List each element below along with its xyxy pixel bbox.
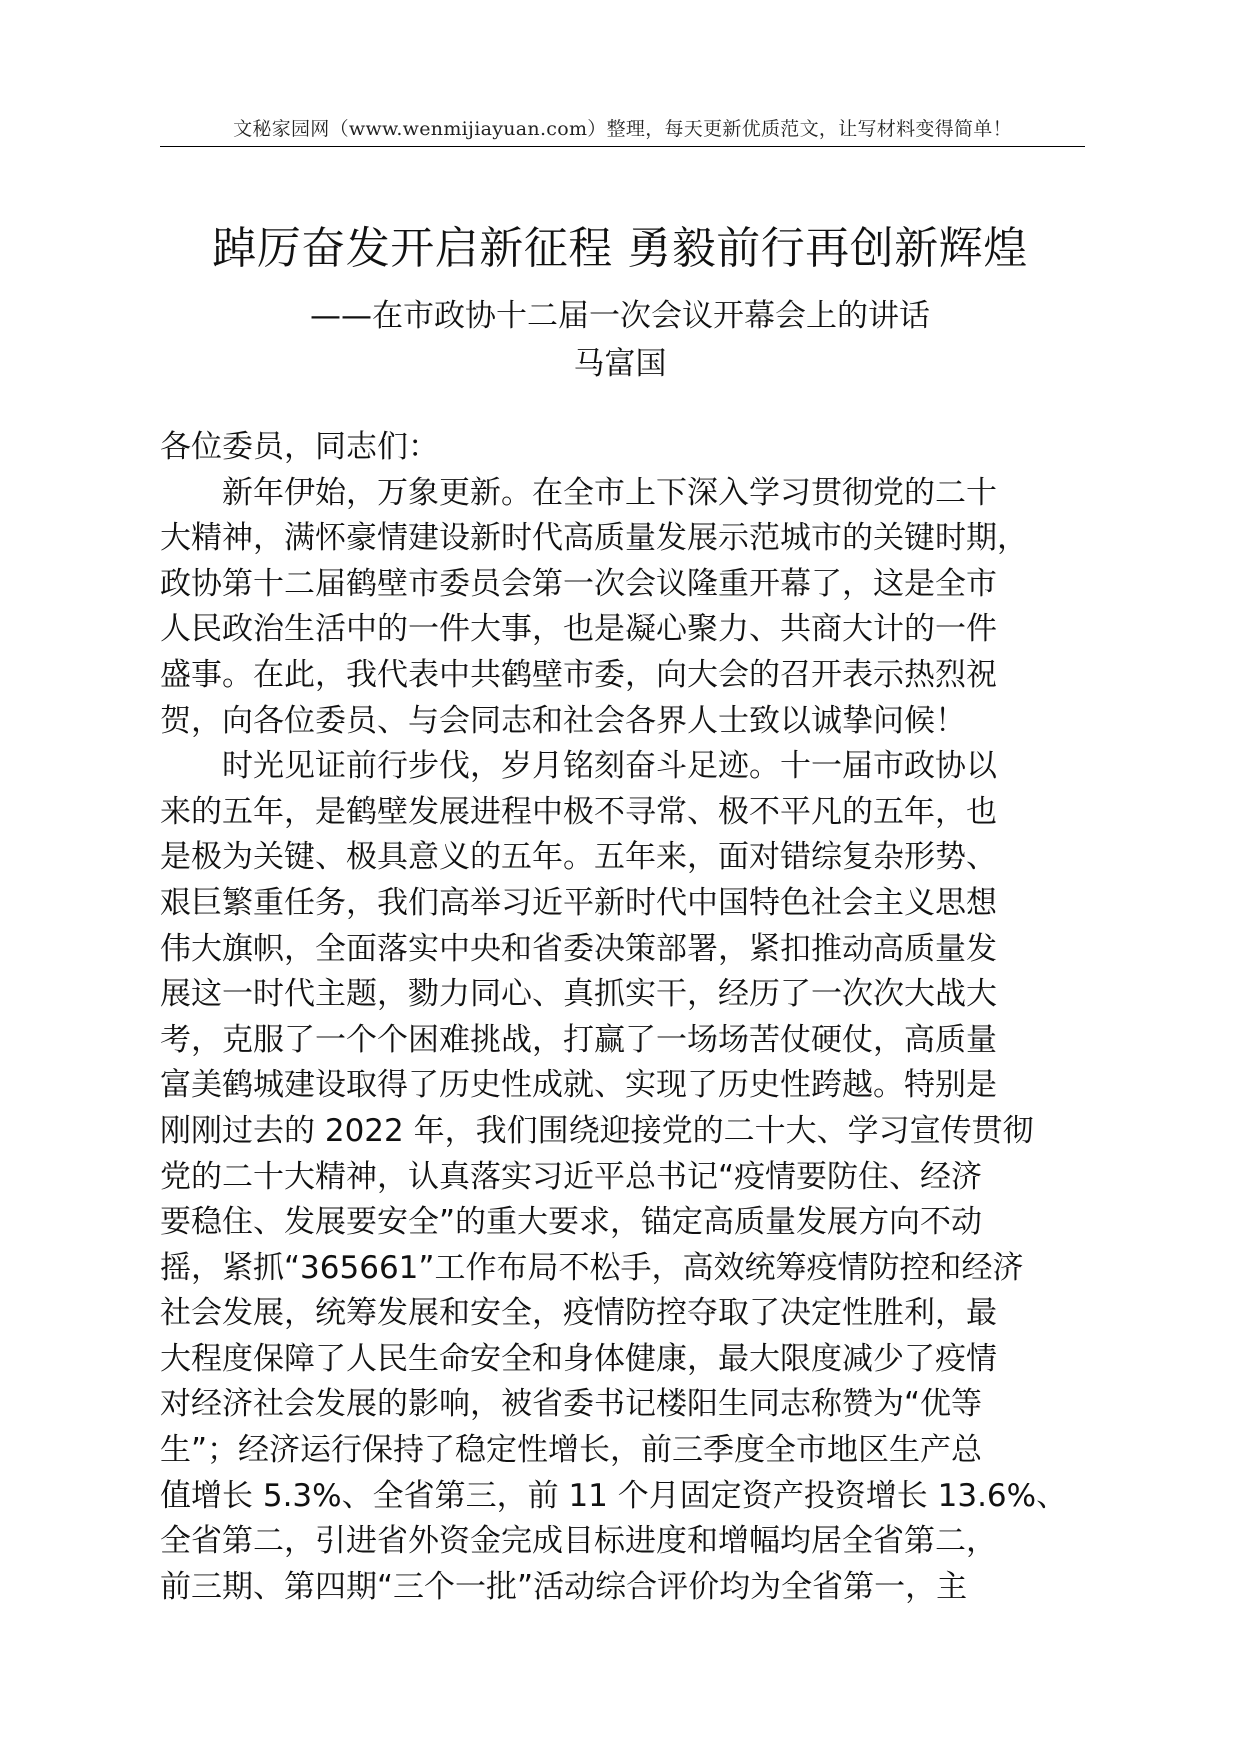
body-line: 富美鹤城建设取得了历史性成就、实现了历史性跨越。特别是 — [160, 1067, 997, 1104]
body-line: 刚刚过去的 2022 年，我们围绕迎接党的二十大、学习宣传贯彻 — [160, 1112, 1034, 1149]
body-line: 艰巨繁重任务，我们高举习近平新时代中国特色社会主义思想 — [160, 884, 997, 921]
body-line: 展这一时代主题，勠力同心、真抓实干，经历了一次次大战大 — [160, 976, 997, 1013]
header-divider — [160, 146, 1085, 147]
body-line: 生”；经济运行保持了稳定性增长，前三季度全市地区生产总 — [160, 1432, 983, 1469]
body-line: 党的二十大精神，认真落实习近平总书记“疫情要防住、经济 — [160, 1158, 983, 1195]
document-title: 踔厉奋发开启新征程 勇毅前行再创新辉煌 — [212, 223, 1028, 274]
body-line: 新年伊始，万象更新。在全市上下深入学习贯彻党的二十 — [160, 474, 997, 511]
document-body — [160, 425, 1120, 1610]
body-line: 大程度保障了人民生命安全和身体健康，最大限度减少了疫情 — [160, 1340, 997, 1377]
body-line: 大精神，满怀豪情建设新时代高质量发展示范城市的关键时期， — [160, 520, 1028, 557]
body-line: 全省第二，引进省外资金完成目标进度和增幅均居全省第二， — [160, 1523, 997, 1560]
body-line: 前三期、第四期“三个一批”活动综合评价均为全省第一，主 — [160, 1568, 968, 1605]
body-line: 是极为关键、极具意义的五年。五年来，面对错综复杂形势、 — [160, 839, 997, 876]
body-line: 人民政治生活中的一件大事，也是凝心聚力、共商大计的一件 — [160, 611, 997, 648]
body-line: 各位委员，同志们： — [160, 429, 439, 465]
body-line: 贺，向各位委员、与会同志和社会各界人士致以诚挚问候！ — [160, 702, 966, 739]
body-line: 政协第十二届鹤壁市委员会第一次会议隆重开幕了，这是全市 — [160, 565, 997, 602]
body-line: 伟大旗帜，全面落实中央和省委决策部署，紧扣推动高质量发 — [160, 930, 997, 967]
document-subtitle: ——在市政协十二届一次会议开幕会上的讲话 — [310, 298, 930, 334]
body-line: 要稳住、发展要安全”的重大要求，锚定高质量发展方向不动 — [160, 1204, 983, 1241]
page-header: 文秘家园网（www.wenmijiayuan.com）整理，每天更新优质范文，让写材料变得简单！ — [233, 118, 1012, 140]
body-line: 盛事。在此，我代表中共鹤壁市委，向大会的召开表示热烈祝 — [160, 656, 997, 693]
body-line: 值增长 5.3%、全省第三，前 11 个月固定资产投资增长 13.6%、 — [160, 1477, 1068, 1514]
body-line: 社会发展，统筹发展和安全，疫情防控夺取了决定性胜利，最 — [160, 1295, 997, 1332]
body-line: 对经济社会发展的影响，被省委书记楼阳生同志称赞为“优等 — [160, 1386, 983, 1423]
body-line: 摇，紧抓“365661”工作布局不松手，高效统筹疫情防控和经济 — [160, 1249, 1024, 1286]
body-line: 考，克服了一个个困难挑战，打赢了一场场苦仗硬仗，高质量 — [160, 1021, 997, 1058]
body-line: 时光见证前行步伐，岁月铭刻奋斗足迹。十一届市政协以 — [160, 748, 997, 785]
document-author: 马富国 — [573, 346, 667, 382]
body-line: 来的五年，是鹤壁发展进程中极不寻常、极不平凡的五年，也 — [160, 793, 997, 830]
